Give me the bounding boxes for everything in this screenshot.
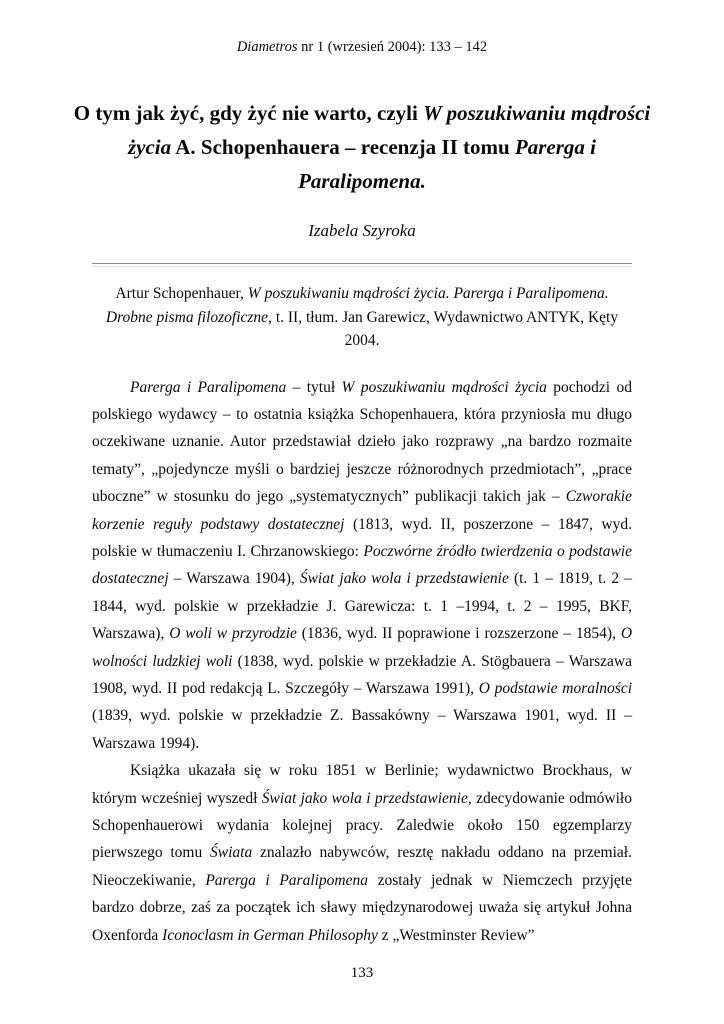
body-paragraph-1: Parerga i Paralipomena – tytuł W poszukiwaniu mądrości życia pochodzi od polskiego wydawcy – to ostatnia książka Schopenhauera, która przyniosła mu długo oczekiwane uznanie. Autor przedstawiał dzieło jako rozprawy „na bardzo rozmaite tematy”, „pojedyncze myśli o bardziej jeszcze różnorodnych przedmiotach”, „prace uboczne” w stosunku do jego „systematycznych” publikacji takich jak – Czworakie korzenie reguły podstawy dostatecznej (1813, wyd. II, poszerzone – 1847, wyd. polskie w tłumaczeniu I. Chrzanowskiego: Poczwórne źródło twierdzenia o podstawie dostatecznej – Warszawa 1904), Świat jako wola i przedstawienie (t. 1 – 1819, t. 2 – 1844, wyd. polskie w przekładzie J. Garewicza: t. 1 –1994, t. 2 – 1995, BKF, Warszawa), O woli w przyrodzie (1836, wyd. II poprawione i rozszerzone – 1854), O wolności ludzkiej woli (1838, wyd. polskie w przekładzie A. Stögbauera – Warszawa 1908, wyd. II pod redakcją L. Szczegóły – Warszawa 1991), O podstawie moralności (1839, wyd. polskie w przekładzie Z. Bassakówny – Warszawa 1901, wyd. II – Warszawa 1994). (92, 378, 633, 752)
body-paragraph-2: Książka ukazała się w roku 1851 w Berlinie; wydawnictwo Brockhaus, w którym wcześniej wyszedł Świat jako wola i przedstawienie, zdecydowanie odmówiło Schopenhauerowi wydania kolejnej pracy. Zaledwie około 150 egzemplarzy pierwszego tomu Świata znalazło nabywców, resztę nakładu oddano na przemiał. Nieoczekiwanie, Parerga i Paralipomena zostały jednak w Niemczech przyjęte bardzo dobrze, zaś za początek ich sławy międzynarodowej uważa się artykuł Johna Oxenforda Iconoclasm in German Philosophy z „Westminster Review” (92, 762, 632, 944)
author-name: Izabela Szyroka (308, 221, 416, 240)
article-body (92, 374, 632, 950)
page-number: 133 (350, 965, 374, 981)
book-citation: Artur Schopenhauer, W poszukiwaniu mądrości życia. Parerga i Paralipomena. Drobne pisma filozoficzne, t. II, tłum. Jan Garewicz, Wydawnictwo ANTYK, Kęty 2004. (105, 285, 619, 349)
section-divider (92, 263, 632, 267)
article-title: O tym jak żyć, gdy żyć nie warto, czyli W poszukiwaniu mądrości życia A. Schopenhauera – recenzja II tomu Parerga i Paralipomena. (73, 101, 651, 193)
running-header: Diametros nr 1 (wrzesień 2004): 133 – 142 (236, 39, 488, 55)
